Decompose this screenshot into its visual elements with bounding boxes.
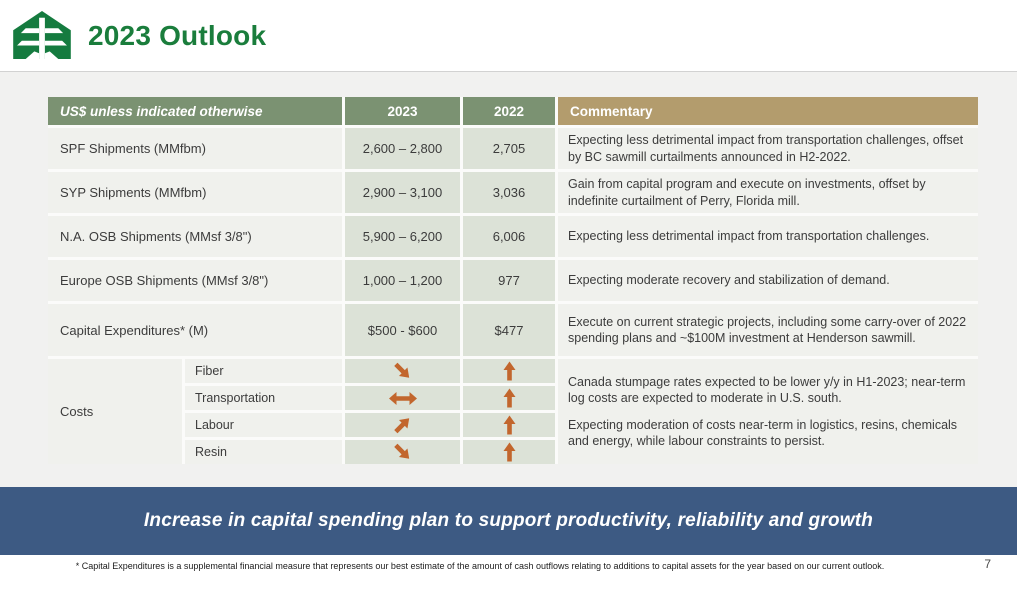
table-header-commentary: Commentary — [558, 97, 978, 125]
europe-osb-2022-value: 977 — [463, 260, 555, 301]
trend-up-right-icon — [392, 414, 414, 436]
trend-left-right-icon — [389, 392, 417, 405]
labour-2023-trend — [345, 413, 460, 437]
labour-2022-trend — [463, 413, 555, 437]
resin-2022-trend — [463, 440, 555, 464]
syp-2023-value: 2,900 – 3,100 — [345, 172, 460, 213]
company-logo-house-tree-icon — [13, 11, 71, 59]
table-header-units: US$ unless indicated otherwise — [48, 97, 342, 125]
outlook-table — [48, 97, 978, 464]
europe-osb-commentary-text: Expecting moderate recovery and stabilization of demand. — [568, 273, 890, 288]
footnote: * Capital Expenditures is a supplemental financial measure that represents our best estimate of the amount of cash outflows relating to additions to capital assets for the year based on our current outlook. — [75, 561, 885, 571]
trend-down-right-icon — [392, 441, 414, 463]
na-osb-2022-value: 6,006 — [463, 216, 555, 257]
costs-commentary-paragraph-1: Canada stumpage rates expected to be lower y/y in H1-2023; near-term log costs are expected to moderate in U.S. south. — [568, 375, 966, 406]
costs-sublabel-resin: Resin — [185, 440, 342, 464]
fiber-2022-trend — [463, 359, 555, 383]
page-number: 7 — [984, 557, 991, 571]
europe-osb-2023-value: 1,000 – 1,200 — [345, 260, 460, 301]
syp-commentary-text: Gain from capital program and execute on investments, offset by indefinite curtailment of Perry, Florida mill. — [568, 177, 926, 208]
capex-commentary-text: Execute on current strategic projects, including some carry-over of 2022 spending plans and ~$100M investment at Henderson sawmill. — [568, 314, 967, 345]
costs-sublabel-labour: Labour — [185, 413, 342, 437]
page-title: 2023 Outlook — [88, 20, 267, 51]
capex-commentary — [558, 304, 978, 356]
row-label-europe-osb-shipments: Europe OSB Shipments (MMsf 3/8") — [48, 260, 342, 301]
row-label-costs: Costs — [48, 359, 182, 464]
trend-up-icon — [503, 443, 515, 462]
banner-text: Increase in capital spending plan to support productivity, reliability and growth — [143, 510, 874, 531]
capex-2022-value: $477 — [463, 304, 555, 356]
syp-commentary — [558, 172, 978, 213]
key-message-banner — [0, 487, 1017, 555]
spf-commentary — [558, 128, 978, 169]
na-osb-commentary — [558, 216, 978, 257]
resin-2023-trend — [345, 440, 460, 464]
na-osb-commentary-text: Expecting less detrimental impact from transportation challenges. — [568, 229, 930, 244]
trend-up-icon — [503, 416, 515, 435]
syp-2022-value: 3,036 — [463, 172, 555, 213]
spf-2023-value: 2,600 – 2,800 — [345, 128, 460, 169]
spf-commentary-text: Expecting less detrimental impact from transportation challenges, offset by BC sawmill curtailments announced in H2-2022. — [568, 133, 964, 164]
costs-commentary-paragraph-2: Expecting moderation of costs near-term in logistics, resins, chemicals and energy, while labour constraints to persist. — [568, 417, 958, 448]
fiber-2023-trend — [345, 359, 460, 383]
costs-sublabel-fiber: Fiber — [185, 359, 342, 383]
transportation-2023-trend — [345, 386, 460, 410]
transportation-2022-trend — [463, 386, 555, 410]
capex-2023-value: $500 - $600 — [345, 304, 460, 356]
trend-down-right-icon — [392, 360, 414, 382]
row-label-syp-shipments: SYP Shipments (MMfbm) — [48, 172, 342, 213]
europe-osb-commentary — [558, 260, 978, 301]
row-label-capital-expenditures: Capital Expenditures* (M) — [48, 304, 342, 356]
costs-sublabel-transportation: Transportation — [185, 386, 342, 410]
row-label-na-osb-shipments: N.A. OSB Shipments (MMsf 3/8") — [48, 216, 342, 257]
content-area — [0, 71, 1017, 487]
spf-2022-value: 2,705 — [463, 128, 555, 169]
trend-up-icon — [503, 389, 515, 408]
costs-commentary — [558, 359, 978, 464]
slide-header — [0, 0, 1017, 71]
trend-up-icon — [503, 362, 515, 381]
table-header-2023: 2023 — [345, 97, 460, 125]
table-header-2022: 2022 — [463, 97, 555, 125]
na-osb-2023-value: 5,900 – 6,200 — [345, 216, 460, 257]
row-label-spf-shipments: SPF Shipments (MMfbm) — [48, 128, 342, 169]
